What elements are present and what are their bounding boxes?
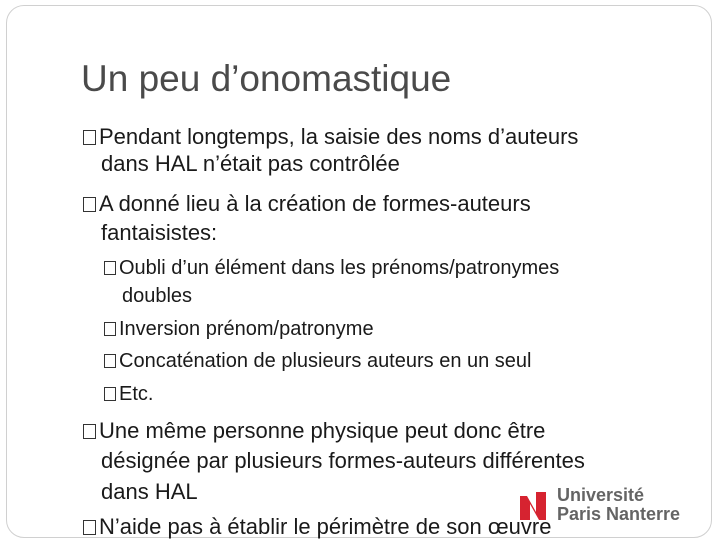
bullet-3	[83, 418, 545, 444]
bullet-box-icon	[83, 130, 96, 145]
subbullet-4	[104, 382, 153, 406]
subbullet-2-line1: Inversion prénom/patronyme	[119, 318, 374, 340]
bullet-box-icon	[83, 520, 96, 535]
subbullet-1-line2: doubles	[122, 285, 193, 307]
university-logo-line1: Université	[557, 485, 645, 505]
subbullet-2	[104, 317, 374, 341]
bullet-3-line3: dans HAL	[101, 479, 198, 504]
bullet-2	[83, 191, 531, 217]
bullet-2-line2: fantaisistes:	[101, 220, 218, 245]
bullet-4-line1: N’aide pas à établir le périmètre de son œuvre	[99, 514, 552, 539]
subbullet-3-line1: Concaténation de plusieurs auteurs en un seul	[119, 350, 532, 372]
subbullet-box-icon	[104, 387, 116, 401]
subbullet-1-line1: Oubli d’un élément dans les prénoms/patronymes	[119, 257, 560, 279]
subbullet-3	[104, 349, 532, 373]
subbullet-1	[104, 256, 559, 280]
subbullet-box-icon	[104, 354, 116, 368]
bullet-2-line1: A donné lieu à la création de formes-auteurs	[99, 191, 531, 216]
university-logo-text	[557, 486, 680, 524]
bullet-box-icon	[83, 424, 96, 439]
bullet-1-line1: Pendant longtemps, la saisie des noms d’auteurs	[99, 124, 579, 149]
subbullet-box-icon	[104, 322, 116, 336]
bullet-3-line1: Une même personne physique peut donc être	[99, 418, 546, 443]
bullet-4	[83, 514, 551, 540]
subbullet-box-icon	[104, 261, 116, 275]
bullet-3-line2: désignée par plusieurs formes-auteurs différentes	[101, 448, 585, 473]
bullet-1-line2: dans HAL n’était pas contrôlée	[101, 151, 400, 176]
bullet-box-icon	[83, 197, 96, 212]
bullet-1	[83, 124, 578, 150]
subbullet-4-line1: Etc.	[119, 383, 154, 405]
university-logo-line2: Paris Nanterre	[557, 504, 681, 524]
slide-title: Un peu d’onomastique	[81, 58, 452, 99]
